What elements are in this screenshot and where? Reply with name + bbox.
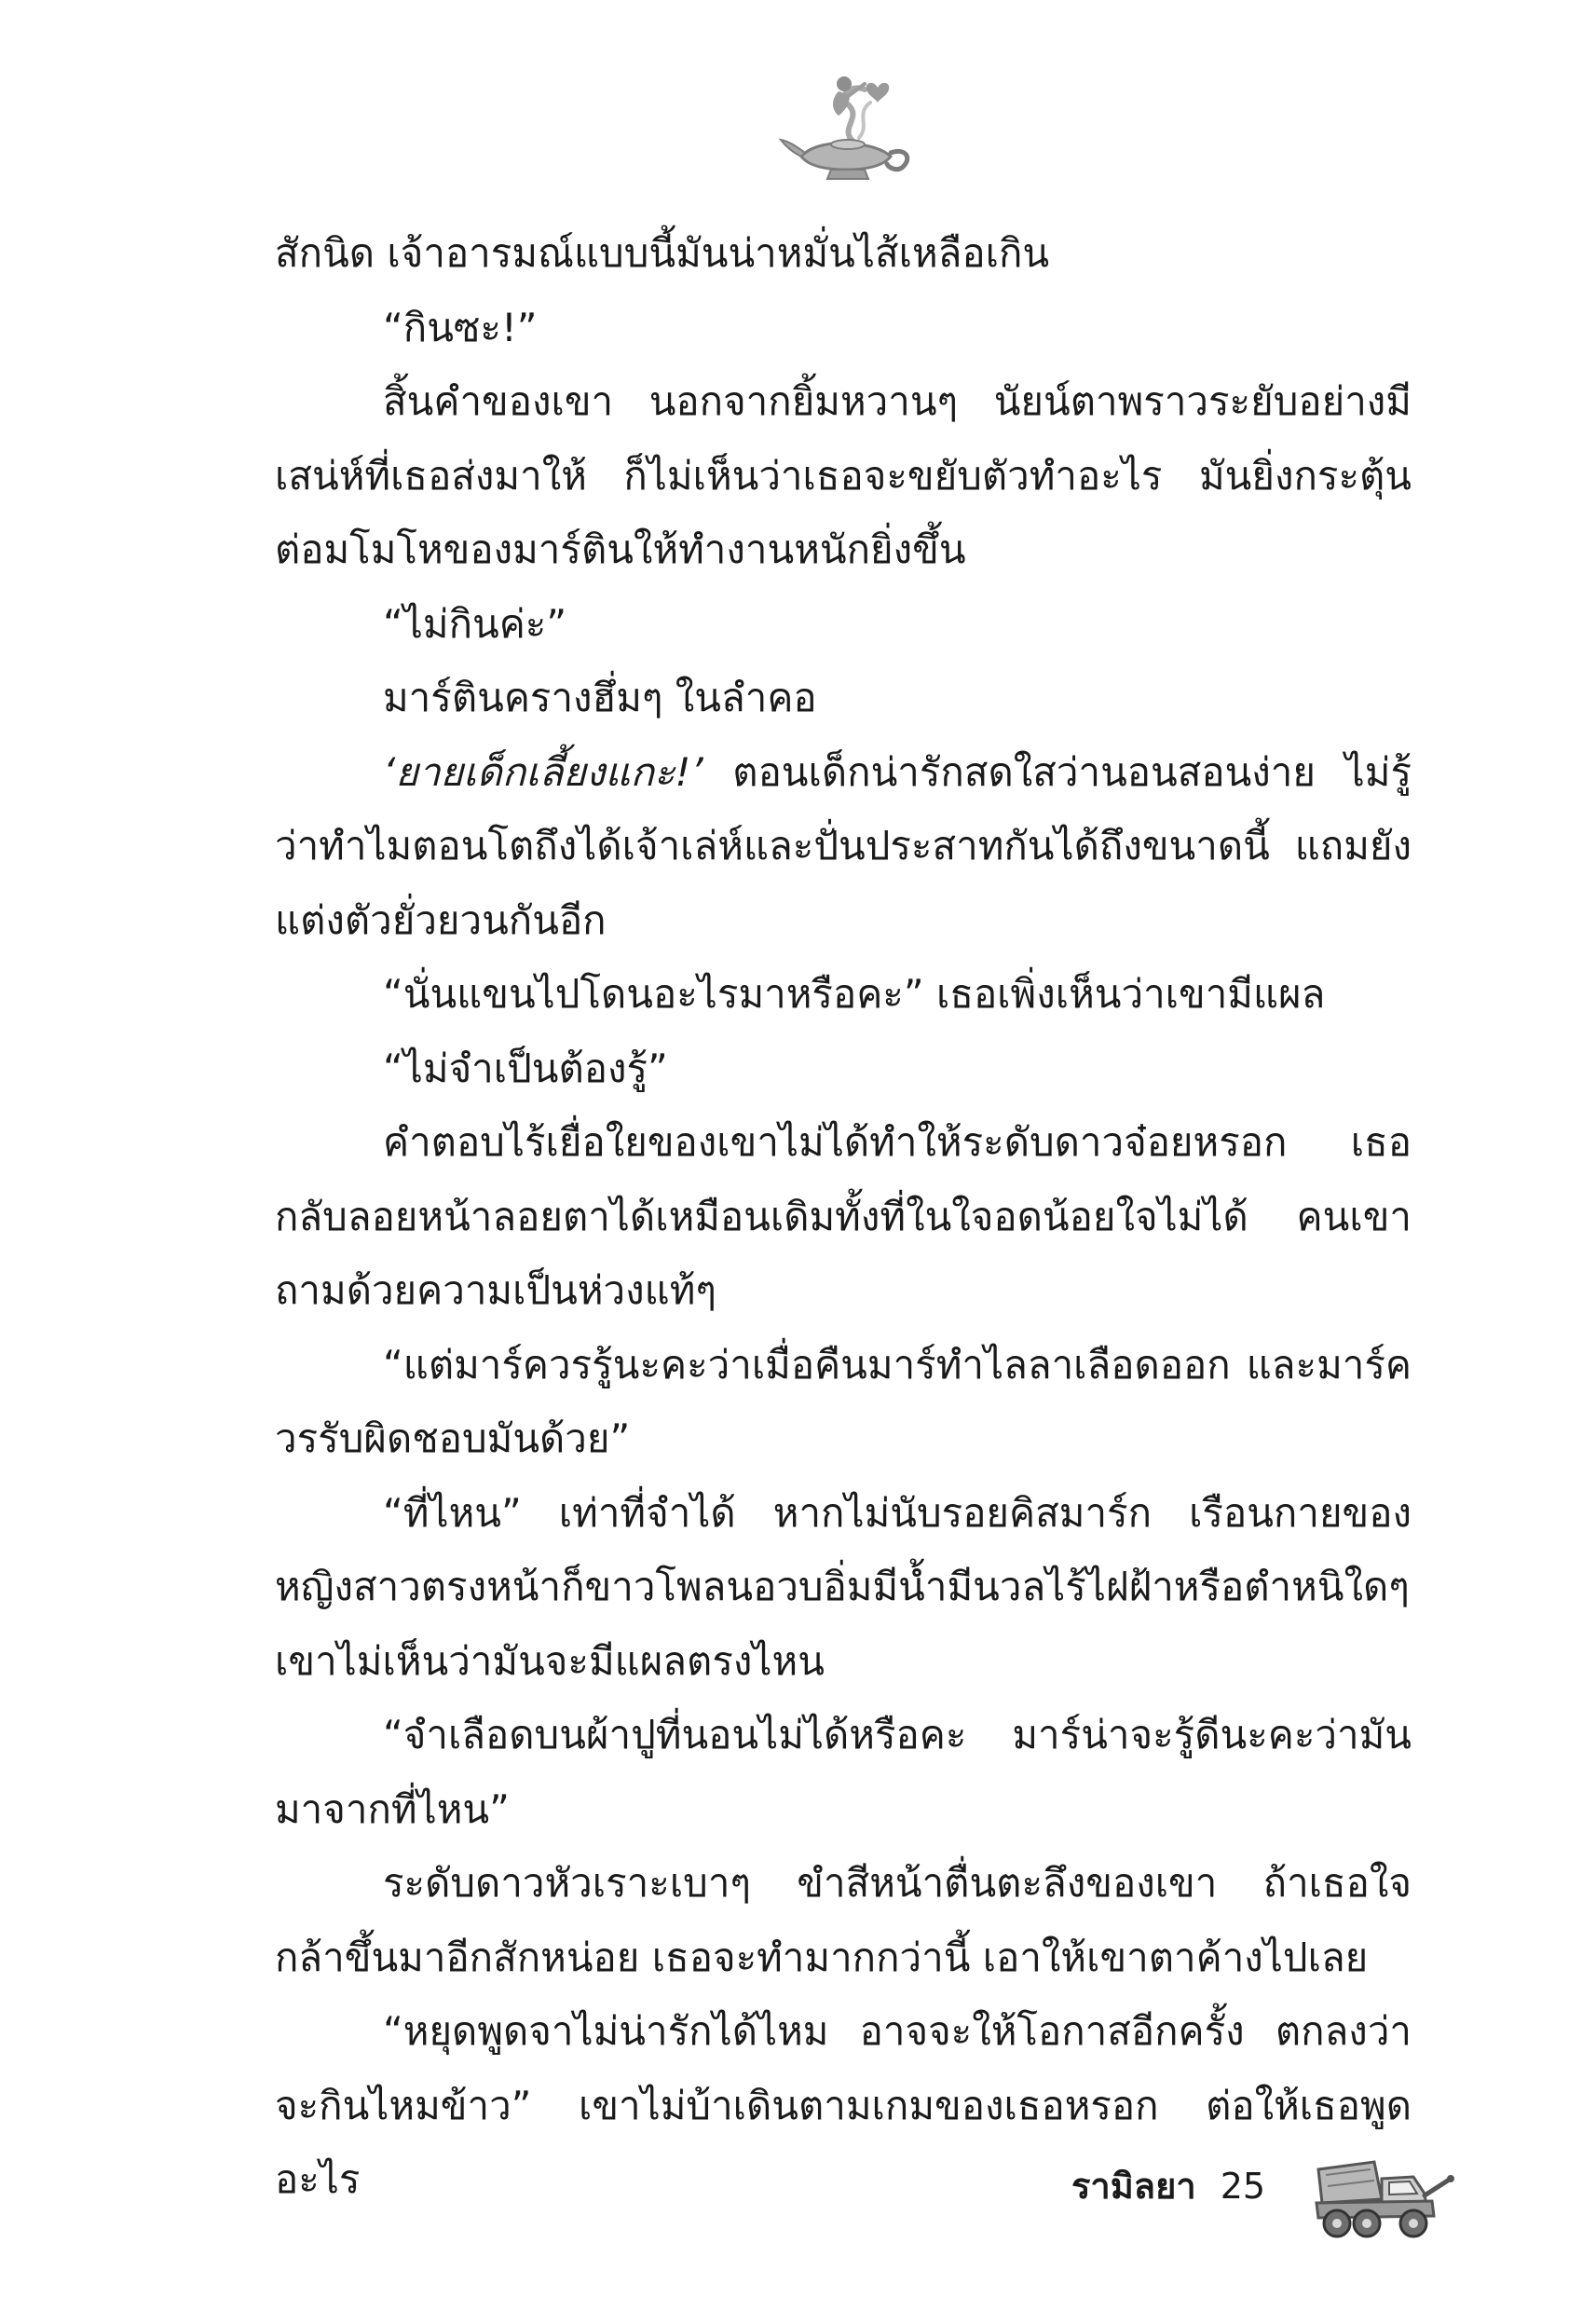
paragraph-text: “ไม่จำเป็นต้องรู้” (383, 1045, 668, 1091)
page-footer (1071, 2141, 1463, 2244)
paragraph-text: มาร์ตินครางฮึ่มๆ ในลำคอ (383, 675, 817, 720)
paragraph (275, 1105, 1412, 1328)
paragraph-text: “หยุดพูดจาไม่น่ารักได้ไหม อาจจะให้โอกาสอีกครั้ง ตกลงว่าจะกินไหมข้าว” เขาไม่บ้าเดินตามเกมของเธอหรอก ต่อให้เธอพูดอะไร (275, 2008, 1412, 2202)
paragraph-text: สักนิด เจ้าอารมณ์แบบนี้มันน่าหมั่นไส้เหลือเกิน (275, 230, 1050, 276)
paragraph (275, 587, 1412, 662)
paragraph (275, 1846, 1412, 1994)
paragraph (275, 216, 1412, 291)
body-text (275, 216, 1412, 2217)
paragraph-text: สิ้นคำของเขา นอกจากยิ้มหวานๆ นัยน์ตาพราวระยับอย่างมีเสน่ห์ที่เธอส่งมาให้ ก็ไม่เห็นว่าเธอจะขยับตัวทำอะไร มันยิ่งกระตุ้นต่อมโมโหของมาร์ตินให้ทำงานหนักยิ่งขึ้น (275, 378, 1412, 572)
page-number: 25 (1220, 2166, 1266, 2207)
paragraph-text: “แต่มาร์ควรรู้นะคะว่าเมื่อคืนมาร์ทำไลลาเลือดออก และมาร์ควรรับผิดชอบมันด้วย” (275, 1341, 1412, 1461)
folio (1071, 2158, 1265, 2214)
paragraph (275, 957, 1412, 1032)
paragraph-text: “กินซะ!” (383, 304, 538, 350)
paragraph-text: ระดับดาวหัวเราะเบาๆ ขำสีหน้าตื่นตะลึงของเขา ถ้าเธอใจกล้าขึ้นมาอีกสักหน่อย เธอจะทำมากกว่านี้ เอาให้เขาตาค้างไปเลย (275, 1860, 1412, 1980)
paragraph-text: “จำเลือดบนผ้าปูที่นอนไม่ได้หรือคะ มาร์น่าจะรู้ดีนะคะว่ามันมาจากที่ไหน” (275, 1712, 1412, 1832)
book-name: รามิลยา (1071, 2166, 1196, 2207)
paragraph (275, 661, 1412, 735)
toy-car-icon (1309, 2141, 1458, 2244)
paragraph-text: คำตอบไร้เยื่อใยของเขาไม่ได้ทำให้ระดับดาวจ๋อยหรอก เธอกลับลอยหน้าลอยตาได้เหมือนเดิมทั้งที่ในใจอดน้อยใจไม่ได้ คนเขาถามด้วยความเป็นห่วงแท้ๆ (275, 1119, 1412, 1313)
paragraph (275, 735, 1412, 958)
genie-lamp-icon (773, 56, 922, 186)
paragraph (275, 364, 1412, 587)
paragraph-text: “ไม่กินค่ะ” (383, 600, 567, 647)
paragraph (275, 291, 1412, 365)
paragraph (275, 1328, 1412, 1476)
italic-text: ‘ยายเด็กเลี้ยงแกะ!’ (383, 748, 703, 795)
paragraph-text: “นั่นแขนไปโดนอะไรมาหรือคะ” เธอเพิ่งเห็นว่าเขามีแผล (383, 971, 1326, 1017)
paragraph (275, 1032, 1412, 1106)
paragraph (275, 1698, 1412, 1846)
paragraph (275, 1476, 1412, 1699)
paragraph-text: ตอนเด็กน่ารักสดใสว่านอนสอนง่าย ไม่รู้ว่าทำไมตอนโตถึงได้เจ้าเล่ห์และปั่นประสาทกันได้ถึงขนาดนี้ แถมยังแต่งตัวยั่วยวนกันอีก (275, 748, 1412, 943)
paragraph-text: “ที่ไหน” เท่าที่จำได้ หากไม่นับรอยคิสมาร์ก เรือนกายของหญิงสาวตรงหน้าก็ขาวโพลนอวบอิ่มมีน้ำมีนวลไร้ไฝฝ้าหรือตำหนิใดๆ เขาไม่เห็นว่ามันจะมีแผลตรงไหน (275, 1489, 1412, 1684)
